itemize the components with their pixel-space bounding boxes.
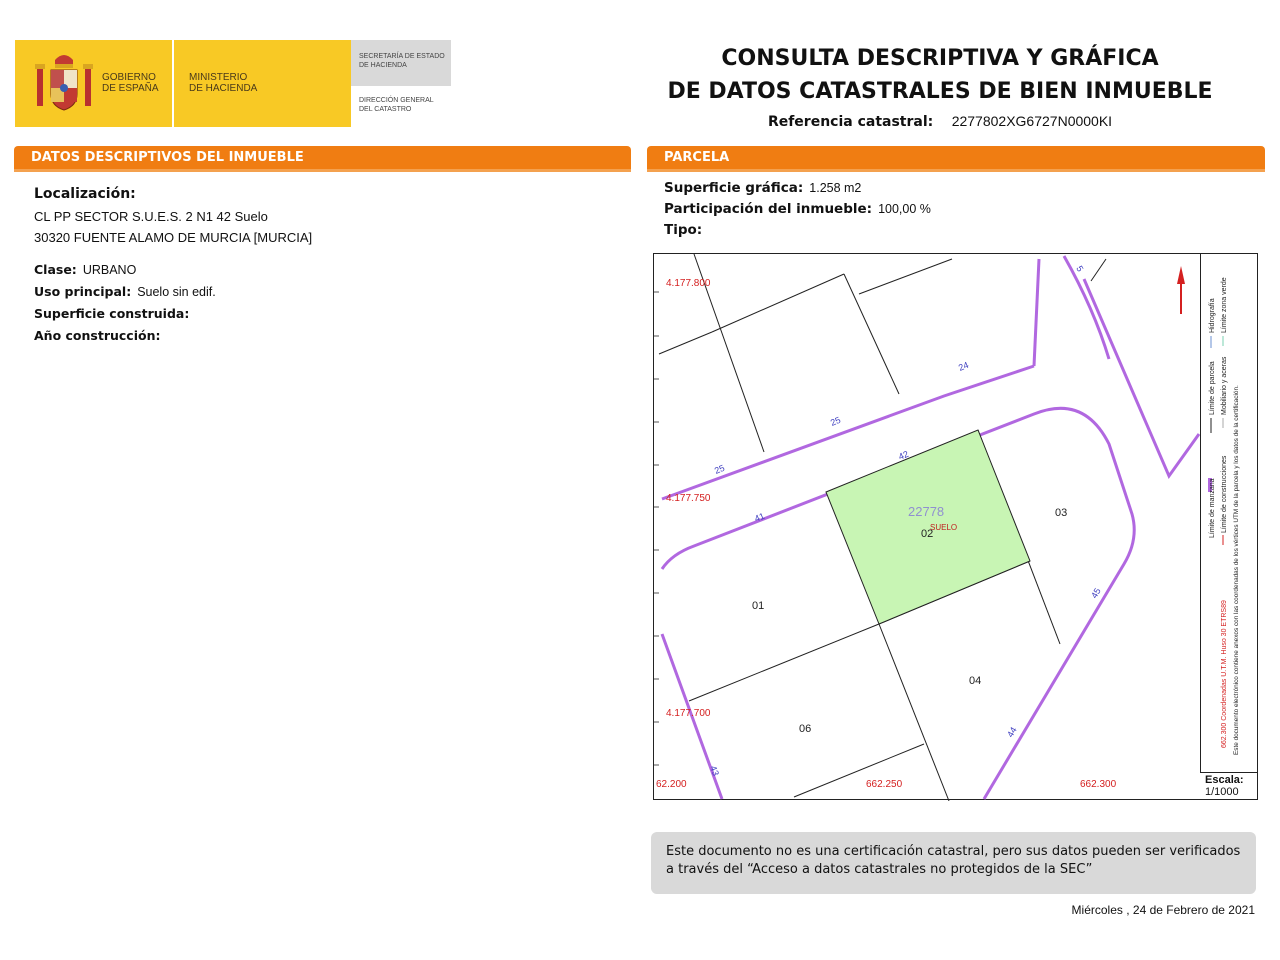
street-num-41: 41 (753, 510, 767, 524)
parcel-id: 22778 (908, 504, 945, 519)
descriptive-data (34, 186, 624, 347)
coord-x-662250: 662.250 (866, 779, 903, 790)
street-num-25a: 25 (829, 414, 843, 428)
street-num-24: 24 (957, 359, 971, 373)
superficie-construida-row: Superficie construida: (34, 306, 190, 321)
ref-label: Referencia catastral: (767, 114, 934, 130)
cadastral-map (653, 253, 1258, 800)
street-num-44: 44 (1005, 725, 1019, 739)
legend-parcela: Límite de parcela (1209, 361, 1216, 415)
legend-mobiliario: Mobiliario y aceras (1221, 356, 1228, 415)
uso-row: Uso principal: Suelo sin edif. (34, 284, 216, 299)
secretaria-text: SECRETARÍA DE ESTADO DE HACIENDA (359, 53, 445, 69)
street-num-5: 5 (1074, 264, 1086, 274)
tipo-row: Tipo: (664, 222, 703, 238)
participacion-row: Participación del inmueble: 100,00 % (664, 201, 931, 217)
map-drawing (654, 254, 1259, 801)
map-scale: Escala: 1/1000 (1201, 772, 1257, 799)
parcel-suelo-label: SUELO (930, 523, 958, 532)
lot-04: 04 (969, 675, 982, 687)
logo-divider (172, 40, 174, 127)
address-line1: CL PP SECTOR S.U.E.S. 2 N1 42 Suelo (34, 209, 268, 224)
coord-y-4177700: 4.177.700 (666, 708, 711, 719)
legend-hidrografia: Hidrografía (1209, 298, 1216, 333)
government-logo (15, 40, 451, 127)
north-arrow-icon (1177, 266, 1185, 314)
street-num-45: 45 (1089, 586, 1103, 600)
legend-coords: 662.300 Coordenadas U.T.M. Huso 30 ETRS89 (1221, 600, 1228, 748)
map-legend (1200, 253, 1258, 773)
page-title: CONSULTA DESCRIPTIVA Y GRÁFICA DE DATOS CATASTRALES DE BIEN INMUEBLE (667, 46, 1213, 104)
lot-06: 06 (799, 723, 812, 735)
ref-value: 2277802XG6727N0000KI (951, 113, 1113, 129)
coord-y-4177750: 4.177.750 (666, 493, 711, 504)
selected-parcel (826, 430, 1030, 624)
direccion-text: DIRECCIÓN GENERAL DEL CATASTRO (359, 97, 434, 113)
lot-02: 02 (921, 528, 934, 540)
address-line2: 30320 FUENTE ALAMO DE MURCIA [MURCIA] (34, 230, 313, 245)
coord-y-4177800: 4.177.800 (666, 278, 711, 289)
legend-construcciones: Límite de construcciones (1221, 455, 1228, 533)
document-date: Miércoles , 24 de Febrero de 2021 (1071, 903, 1255, 917)
coord-x-662200: 62.200 (656, 779, 687, 790)
clase-row: Clase: URBANO (34, 262, 137, 277)
street-num-25b: 25 (713, 462, 727, 476)
disclaimer-note: Este documento no es una certificación catastral, pero sus datos pueden ser verificados a través del “Acceso a datos catastrales no protegidos de la SEC” (651, 832, 1256, 894)
street-num-42: 42 (897, 448, 911, 462)
legend-note: Este documento electrónico contiene anexos con las coordenadas de los vértices UTM de la parcela y los datos de la certificación. (1233, 385, 1240, 755)
map-ticks (654, 292, 659, 765)
parcela-data (664, 178, 1254, 241)
legend-zona-verde: Límite zona verde (1221, 277, 1228, 333)
ministerio-text: MINISTERIO DE HACIENDA (189, 72, 258, 94)
section-bar-datos: DATOS DESCRIPTIVOS DEL INMUEBLE (14, 146, 631, 172)
lot-03: 03 (1055, 507, 1068, 519)
lot-01: 01 (752, 600, 765, 612)
legend-manzana: Límite de manzana (1209, 478, 1216, 538)
gobierno-text: GOBIERNO DE ESPAÑA (102, 72, 159, 94)
coat-of-arms-icon (33, 52, 95, 116)
superficie-grafica-row: Superficie gráfica: 1.258 m2 (664, 180, 862, 196)
section-bar-parcela: PARCELA (647, 146, 1265, 172)
referencia-catastral (640, 113, 1240, 130)
coord-x-662300: 662.300 (1080, 779, 1117, 790)
street-num-43: 43 (708, 764, 721, 778)
localizacion-label: Localización: (34, 186, 136, 202)
anio-construccion-row: Año construcción: (34, 328, 161, 343)
